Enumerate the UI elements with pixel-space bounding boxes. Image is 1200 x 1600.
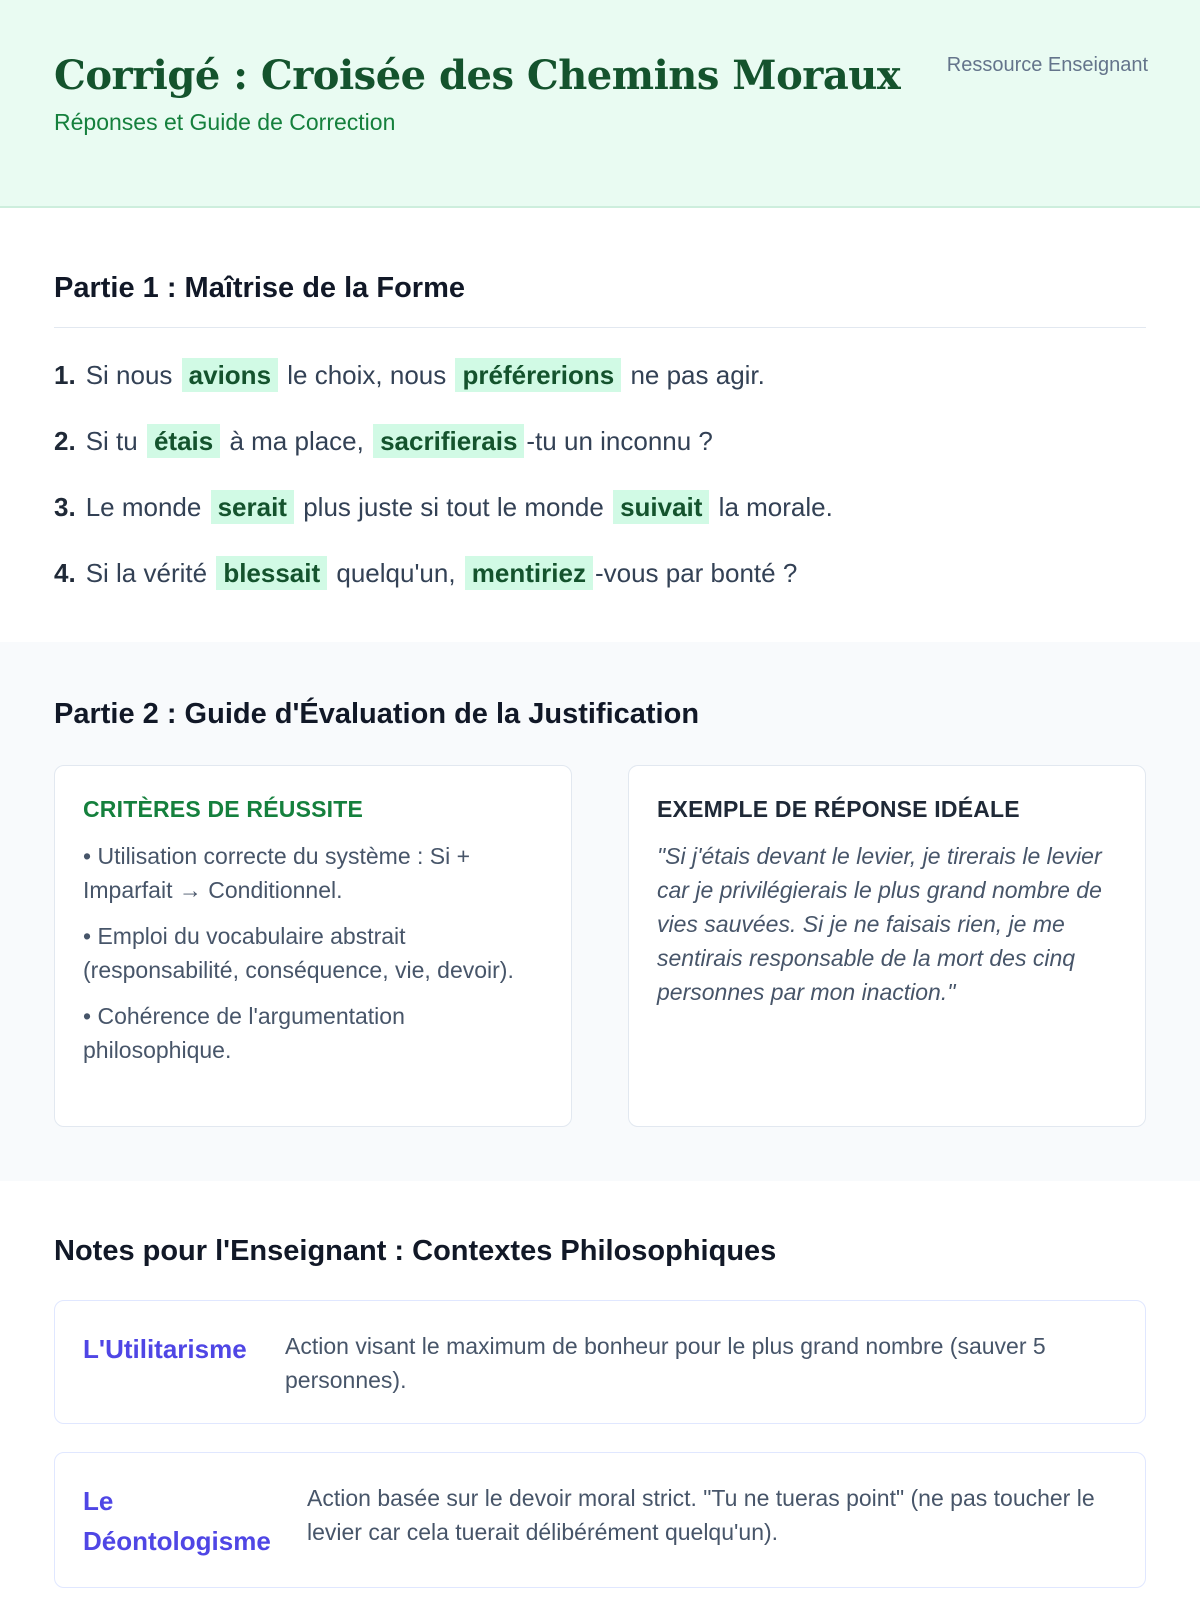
example-quote: "Si j'étais devant le levier, je tirerais le levier car je privilégierais le plus grand nombre de vies sauvées. Si je ne faisais rien, je me sentirais responsable de la mort des cinq personnes par mon inaction.": [657, 843, 1102, 1005]
answer-highlight: étais: [147, 424, 220, 458]
criteria-card: [54, 765, 572, 1127]
answer-item: [54, 408, 1146, 474]
answer-number: 1.: [54, 360, 76, 390]
note-card: [54, 1300, 1146, 1424]
answer-text: ne pas agir.: [630, 360, 765, 390]
answer-item: [54, 474, 1146, 540]
criteria-list: [83, 839, 543, 1067]
answer-text: -vous par bonté ?: [594, 558, 798, 588]
criteria-item: • Emploi du vocabulaire abstrait (responsabilité, conséquence, vie, devoir).: [83, 919, 543, 987]
answer-highlight: avions: [182, 358, 278, 392]
part-2-section: [0, 642, 1200, 1181]
teacher-notes-section: [0, 1181, 1200, 1588]
note-card: [54, 1452, 1146, 1588]
answer-text: Si tu: [85, 426, 138, 456]
answer-text: plus juste si tout le monde: [303, 492, 604, 522]
note-term: L'Utilitarisme: [83, 1334, 247, 1364]
answer-item: [54, 342, 1146, 408]
part-2-title: Partie 2 : Guide d'Évaluation de la Justification: [54, 698, 700, 730]
answer-highlight: mentiriez: [465, 556, 593, 590]
answer-text: -tu un inconnu ?: [526, 426, 713, 456]
notes-list: [54, 1300, 1146, 1588]
answer-highlight: suivait: [613, 490, 709, 524]
answer-number: 4.: [54, 558, 76, 588]
answer-text: le choix, nous: [287, 360, 447, 390]
part-1-section: [0, 208, 1200, 642]
answer-number: 2.: [54, 426, 76, 456]
answer-item: [54, 540, 1146, 606]
answer-text: Si la vérité: [85, 558, 208, 588]
part-1-title: Partie 1 : Maîtrise de la Forme: [54, 272, 1146, 328]
page-header: [0, 0, 1200, 208]
note-description: Action visant le maximum de bonheur pour le plus grand nombre (sauver 5 personnes).: [285, 1333, 1046, 1393]
notes-title: Notes pour l'Enseignant : Contextes Philosophiques: [54, 1235, 777, 1267]
page-title: Corrigé : Croisée des Chemins Moraux: [54, 52, 901, 99]
answer-highlight: sacrifierais: [373, 424, 524, 458]
criteria-item: • Utilisation correcte du système : Si + Imparfait → Conditionnel.: [83, 839, 543, 907]
criteria-item: • Cohérence de l'argumentation philosophique.: [83, 999, 543, 1067]
example-card: [628, 765, 1146, 1127]
answer-number: 3.: [54, 492, 76, 522]
answer-text: Si nous: [85, 360, 173, 390]
example-title: EXEMPLE DE RÉPONSE IDÉALE: [657, 796, 1020, 822]
answer-text: la morale.: [718, 492, 833, 522]
page-subtitle: Réponses et Guide de Correction: [54, 109, 396, 135]
answer-text: à ma place,: [229, 426, 364, 456]
answer-text: Le monde: [85, 492, 202, 522]
answer-text: quelqu'un,: [336, 558, 456, 588]
evaluation-cards: [54, 765, 1146, 1127]
answer-highlight: préférerions: [455, 358, 621, 392]
note-description: Action basée sur le devoir moral strict. "Tu ne tueras point" (ne pas toucher le levier car cela tuerait délibérément quelqu'un).: [307, 1485, 1095, 1545]
resource-badge: Ressource Enseignant: [946, 54, 1148, 76]
criteria-title: CRITÈRES DE RÉUSSITE: [83, 796, 364, 822]
answer-highlight: blessait: [216, 556, 327, 590]
note-term: Le Déontologisme: [83, 1486, 271, 1556]
answer-list: [54, 342, 1146, 606]
answer-highlight: serait: [211, 490, 294, 524]
